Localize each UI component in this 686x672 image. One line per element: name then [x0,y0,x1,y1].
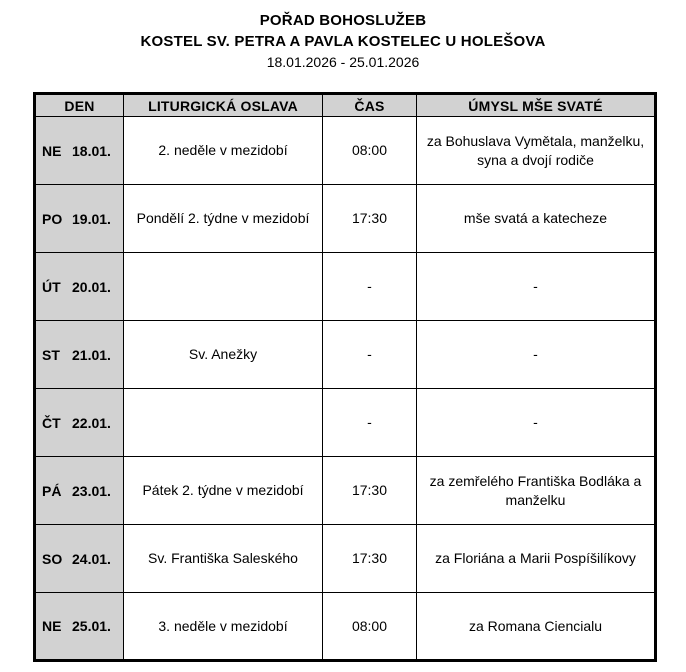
intention-cell: za Floriána a Marii Pospíšilíkovy [417,525,656,593]
day-cell [35,185,124,253]
column-header-den: DEN [35,94,124,117]
day-date: 21.01. [72,346,111,363]
intention-cell: za Romana Ciencialu [417,593,656,661]
day-date: 19.01. [72,210,111,227]
page-subtitle: KOSTEL SV. PETRA A PAVLA KOSTELEC U HOLEŠOVA [140,33,546,50]
intention-cell: - [417,253,656,321]
time-cell: 08:00 [323,593,417,661]
table-row [35,253,656,321]
time-cell: - [323,253,417,321]
table-row [35,389,656,457]
table-row [35,457,656,525]
table-row [35,185,656,253]
day-date: 20.01. [72,278,111,295]
day-abbrev: SO [42,550,63,567]
column-header-umysl: ÚMYSL MŠE SVATÉ [417,94,656,117]
intention-cell: - [417,389,656,457]
celebration-cell: Pátek 2. týdne v mezidobí [124,457,323,525]
day-abbrev: NE [42,142,62,159]
table-row [35,117,656,185]
column-header-cas: ČAS [323,94,417,117]
day-cell [35,525,124,593]
day-cell [35,593,124,661]
celebration-cell: Sv. Františka Saleského [124,525,323,593]
day-cell [35,389,124,457]
time-cell: 17:30 [323,185,417,253]
time-cell: 17:30 [323,525,417,593]
intention-cell: za zemřelého Františka Bodláka a manželku [417,457,656,525]
schedule-table [33,92,657,662]
intention-cell: - [417,321,656,389]
celebration-cell: Sv. Anežky [124,321,323,389]
table-header-row [35,94,656,117]
title-block [0,10,686,72]
celebration-cell: 3. neděle v mezidobí [124,593,323,661]
day-abbrev: ST [42,346,60,363]
table-row [35,593,656,661]
day-abbrev: PÁ [42,482,62,499]
time-cell: - [323,389,417,457]
day-date: 22.01. [72,414,111,431]
day-date: 25.01. [72,618,111,634]
day-cell [35,117,124,185]
day-date: 23.01. [72,482,111,499]
celebration-cell: 2. neděle v mezidobí [124,117,323,185]
celebration-cell [124,389,323,457]
intention-cell: mše svatá a katecheze [417,185,656,253]
day-date: 18.01. [72,142,111,159]
table-row [35,525,656,593]
day-cell [35,457,124,525]
celebration-cell: Pondělí 2. týdne v mezidobí [124,185,323,253]
time-cell: - [323,321,417,389]
time-cell: 17:30 [323,457,417,525]
day-date: 24.01. [72,550,111,567]
time-cell: 08:00 [323,117,417,185]
day-cell [35,321,124,389]
day-abbrev: ÚT [42,278,61,295]
date-range: 18.01.2026 - 25.01.2026 [266,54,420,70]
intention-cell: za Bohuslava Vymětala, manželku, syna a dvojí rodiče [417,117,656,185]
day-abbrev: PO [42,210,63,227]
table-row [35,321,656,389]
day-abbrev: ČT [42,414,61,431]
day-cell [35,253,124,321]
column-header-liturgicka-oslava: LITURGICKÁ OSLAVA [124,94,323,117]
page-title: POŘAD BOHOSLUŽEB [259,12,427,29]
celebration-cell [124,253,323,321]
day-abbrev: NE [42,618,62,634]
